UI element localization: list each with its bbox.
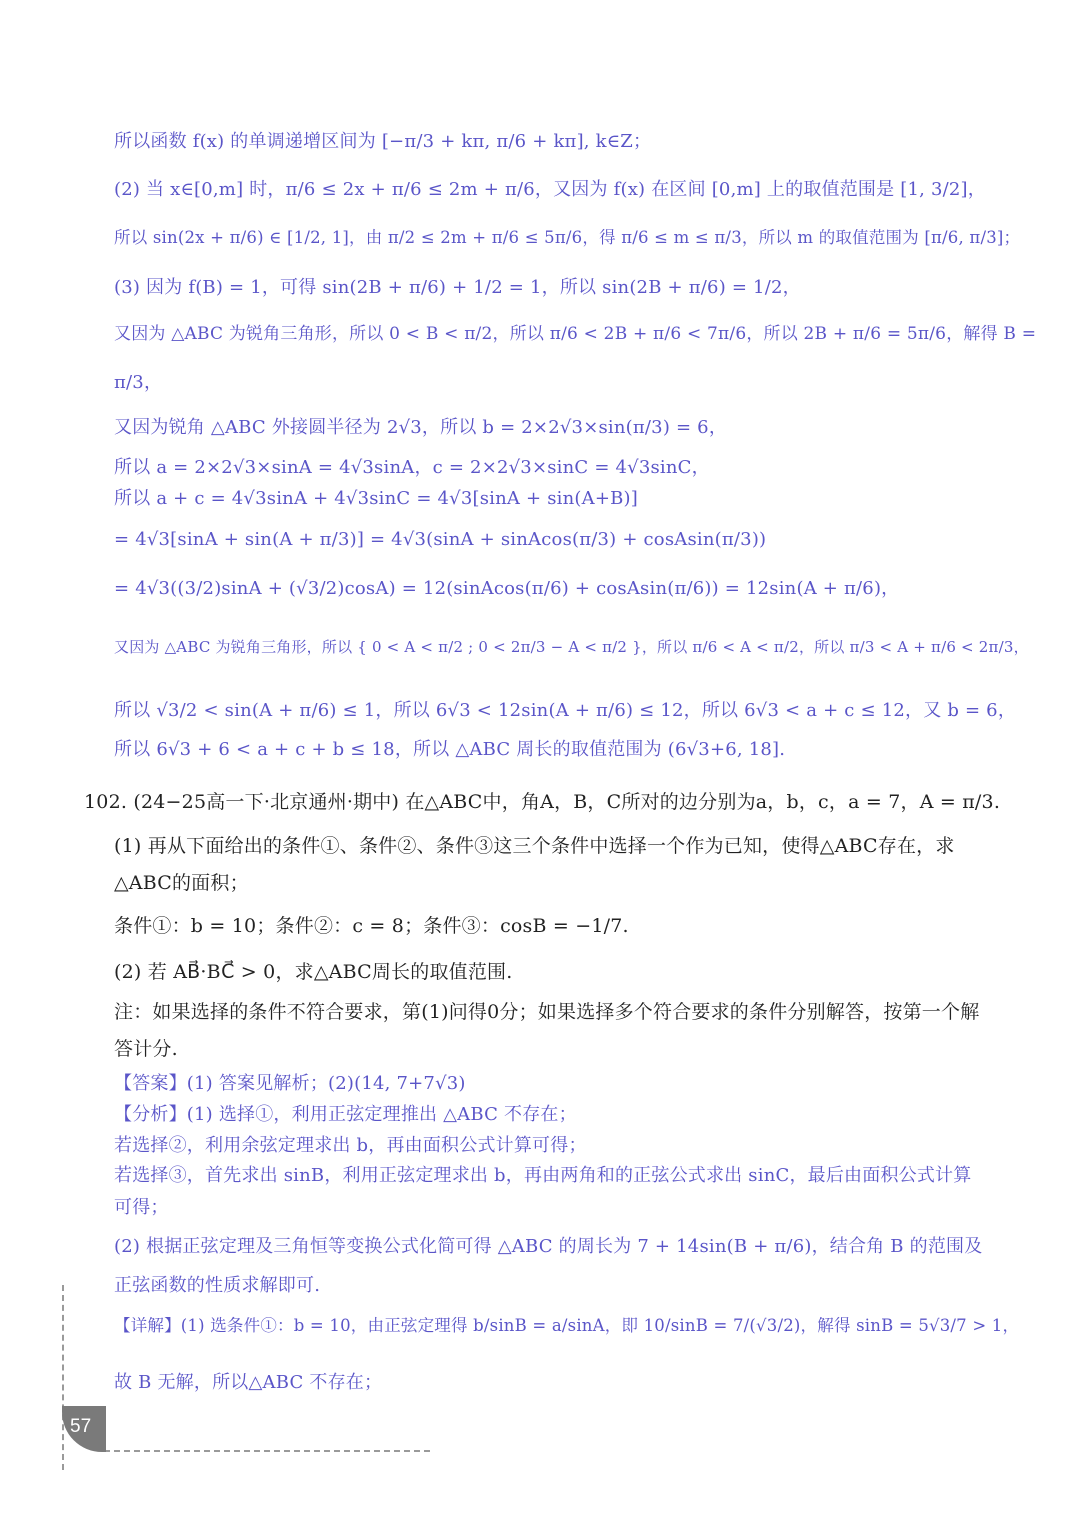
solution-line: (2) 当 x∈[0,m] 时，π/6 ≤ 2x + π/6 ≤ 2m + π/6，又因为 f(x) 在区间 [0,m] 上的取值范围是 [1, 3/2]， bbox=[114, 179, 986, 200]
analysis-line: 正弦函数的性质求解即可. bbox=[114, 1275, 321, 1296]
solution-line: 所以 sin(2x + π/6) ∈ [1/2, 1]，由 π/2 ≤ 2m + π/6 ≤ 5π/6，得 π/6 ≤ m ≤ π/3，所以 m 的取值范围为 [π/6, π/3]； bbox=[114, 228, 1021, 247]
solution-line: 所以 a + c = 4√3sinA + 4√3sinC = 4√3[sinA + sin(A+B)] bbox=[114, 488, 638, 509]
page-frame-dashed-vertical bbox=[62, 1285, 64, 1470]
solution-line: 所以 a = 2×2√3×sinA = 4√3sinA，c = 2×2√3×sinC = 4√3sinC， bbox=[114, 457, 710, 478]
detail-line: 故 B 无解，所以△ABC 不存在； bbox=[114, 1372, 383, 1393]
solution-line: 又因为 △ABC 为锐角三角形，所以 0 < B < π/2，所以 π/6 < 2B + π/6 < 7π/6，所以 2B + π/6 = 5π/6，解得 B = bbox=[114, 324, 1037, 344]
solution-line: π/3， bbox=[114, 372, 163, 393]
analysis-line: 若选择③，首先求出 sinB，利用正弦定理求出 b，再由两角和的正弦公式求出 sinC，最后由面积公式计算 bbox=[114, 1165, 972, 1186]
analysis-line: 【分析】(1) 选择①，利用正弦定理推出 △ABC 不存在； bbox=[114, 1104, 577, 1125]
analysis-line: (2) 根据正弦定理及三角恒等变换公式化简可得 △ABC 的周长为 7 + 14sin(B + π/6)，结合角 B 的范围及 bbox=[114, 1236, 983, 1257]
note-line: 注：如果选择的条件不符合要求，第(1)问得0分；如果选择多个符合要求的条件分别解答，按第一个解 bbox=[114, 1001, 980, 1023]
solution-line: (3) 因为 f(B) = 1，可得 sin(2B + π/6) + 1/2 = 1，所以 sin(2B + π/6) = 1/2， bbox=[114, 277, 801, 298]
solution-line: 所以 6√3 + 6 < a + c + b ≤ 18，所以 △ABC 周长的取值范围为 (6√3+6, 18]. bbox=[114, 739, 786, 760]
problem-line: △ABC的面积； bbox=[114, 872, 249, 894]
analysis-line: 若选择②，利用余弦定理求出 b，再由面积公式计算可得； bbox=[114, 1135, 587, 1156]
solution-line: = 4√3((3/2)sinA + (√3/2)cosA) = 12(sinAcos(π/6) + cosAsin(π/6)) = 12sin(A + π/6)， bbox=[114, 578, 900, 599]
solution-line: 又因为锐角 △ABC 外接圆半径为 2√3，所以 b = 2×2√3×sin(π/3) = 6， bbox=[114, 417, 728, 438]
answer-line: 【答案】(1) 答案见解析；(2)(14, 7+7√3) bbox=[114, 1073, 466, 1094]
note-line: 答计分. bbox=[114, 1038, 178, 1060]
solution-line: 所以 √3/2 < sin(A + π/6) ≤ 1，所以 6√3 < 12sin(A + π/6) ≤ 12，所以 6√3 < a + c ≤ 12，又 b = 6， bbox=[114, 700, 1017, 721]
page-number: 57 bbox=[70, 1416, 92, 1437]
solution-line: 所以函数 f(x) 的单调递增区间为 [−π/3 + kπ, π/6 + kπ], k∈Z； bbox=[114, 131, 652, 152]
problem-line: (1) 再从下面给出的条件①、条件②、条件③这三个条件中选择一个作为已知，使得△ABC存在，求 bbox=[114, 835, 955, 857]
condition-list: 条件①：b = 10；条件②：c = 8；条件③：cosB = −1/7. bbox=[114, 915, 629, 937]
solution-line: 又因为 △ABC 为锐角三角形，所以 { 0 < A < π/2 ; 0 < 2π/3 − A < π/2 }，所以 π/6 < A < π/2，所以 π/3 < A + π/6 < 2π/3， bbox=[114, 638, 1029, 656]
detail-line: 【详解】(1) 选条件①：b = 10，由正弦定理得 b/sinB = a/sinA，即 10/sinB = 7/(√3/2)，解得 sinB = 5√3/7 > 1， bbox=[114, 1316, 1020, 1335]
problem-line: (2) 若 AB⃗·BC⃗ > 0，求△ABC周长的取值范围. bbox=[114, 961, 513, 983]
analysis-line: 可得； bbox=[114, 1197, 169, 1218]
page-frame-dashed-horizontal bbox=[104, 1450, 430, 1452]
problem-statement: 102. (24−25高一下·北京通州·期中) 在△ABC中，角A，B，C所对的边分别为a，b，c，a = 7，A = π/3. bbox=[84, 791, 1001, 813]
solution-line: = 4√3[sinA + sin(A + π/3)] = 4√3(sinA + sinAcos(π/3) + cosAsin(π/3)) bbox=[114, 529, 767, 550]
